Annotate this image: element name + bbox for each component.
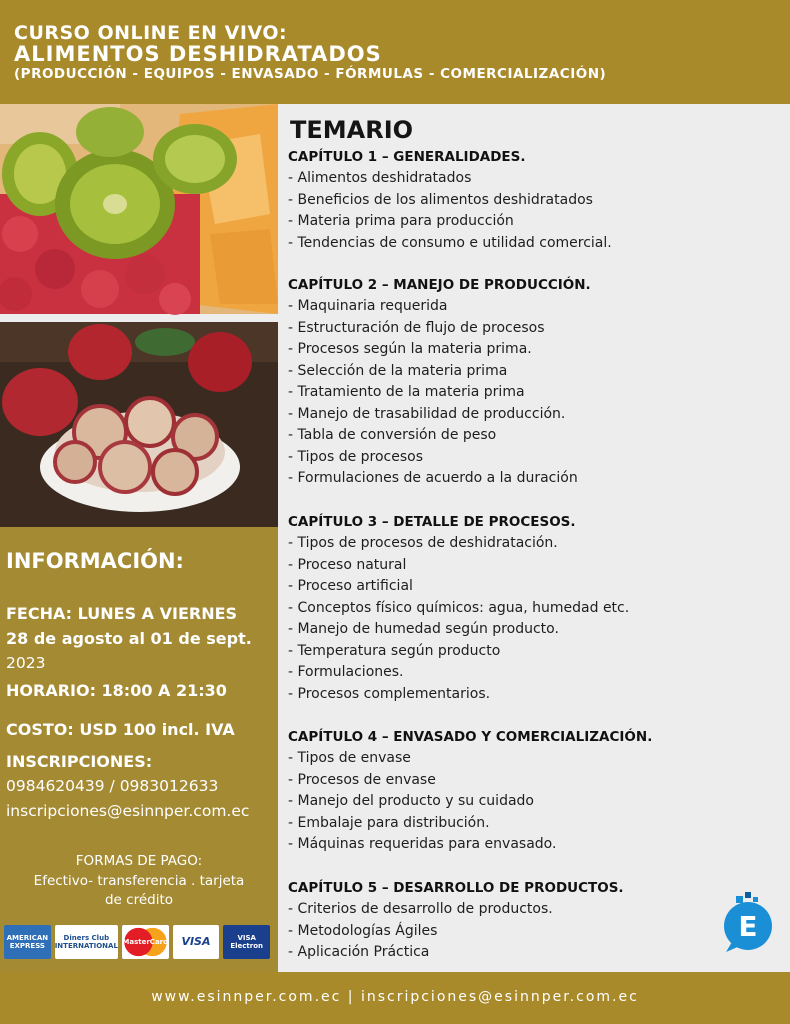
list-item: - Máquinas requeridas para envasado.: [288, 836, 557, 852]
list-item: - Estructuración de flujo de procesos: [288, 319, 545, 336]
list-item: - Procesos complementarios.: [288, 685, 491, 702]
list-item: - Criterios de desarrollo de productos.: [288, 901, 553, 917]
payment-methods-line1: Efectivo- transferencia . tarjeta: [33, 873, 245, 889]
list-item: - Tipos de procesos: [288, 448, 424, 465]
registration-email[interactable]: inscripciones@esinnper.com.ec: [6, 802, 250, 820]
header-banner: [0, 0, 790, 104]
payment-methods-line2: de crédito: [104, 892, 174, 908]
chapter-1: [288, 147, 788, 254]
footer-contact: www.esinnper.com.ec | inscripciones@esinnper.com.ec: [151, 989, 639, 1005]
amex-logo: AMERICAN EXPRESS: [4, 925, 51, 959]
logo-letter: E: [738, 910, 758, 943]
syllabus: [288, 104, 788, 972]
info-panel: [0, 527, 278, 972]
course-title: ALIMENTOS DESHIDRATADOS: [14, 42, 382, 66]
list-item: - Beneficios de los alimentos deshidratados: [288, 191, 593, 208]
apple-chips-photo: [0, 322, 278, 527]
year: 2023: [6, 654, 46, 672]
list-item: - Manejo del producto y su cuidado: [288, 793, 534, 809]
list-item: - Maquinaria requerida: [288, 298, 448, 314]
syllabus-title: TEMARIO: [290, 116, 414, 144]
list-item: - Tratamiento de la materia prima: [288, 384, 525, 400]
visa-logo: VISA: [173, 925, 220, 959]
list-item: - Procesos de envase: [288, 771, 436, 788]
payment-methods-desc: [0, 872, 278, 910]
list-item: - Manejo de trasabilidad de producción.: [288, 405, 566, 422]
list-item: - Tipos de procesos de deshidratación.: [288, 535, 558, 551]
list-item: - Materia prima para producción: [288, 213, 514, 229]
list-item: - Embalaje para distribución.: [288, 814, 490, 831]
chapter-title: CAPÍTULO 4 – ENVASADO Y COMERCIALIZACIÓN.: [288, 729, 653, 745]
visa-electron-logo: VISA Electron: [223, 925, 270, 959]
list-item: - Tendencias de consumo e utilidad comercial.: [288, 234, 612, 251]
course-subtitle: (PRODUCCIÓN - EQUIPOS - ENVASADO - FÓRMULAS - COMERCIALIZACIÓN): [14, 66, 607, 82]
list-item: - Alimentos deshidratados: [288, 170, 472, 186]
chapter-title: CAPÍTULO 3 – DETALLE DE PROCESOS.: [288, 514, 576, 530]
mastercard-logo: MasterCard: [122, 925, 169, 959]
list-item: - Metodologías Ágiles: [288, 922, 438, 939]
chapter-2: [288, 275, 788, 490]
course-type: CURSO ONLINE EN VIVO:: [14, 22, 288, 44]
chapter-title: CAPÍTULO 5 – DESARROLLO DE PRODUCTOS.: [288, 880, 624, 896]
card-logos: [4, 925, 270, 959]
footer: [0, 972, 790, 1024]
dried-fruit-photo: [0, 104, 278, 314]
chapter-3: [288, 512, 788, 705]
list-item: - Conceptos físico químicos: agua, humedad etc.: [288, 599, 630, 616]
chapter-title: CAPÍTULO 2 – MANEJO DE PRODUCCIÓN.: [288, 277, 591, 293]
list-item: - Temperatura según producto: [288, 642, 501, 659]
list-item: - Formulaciones.: [288, 664, 404, 680]
date-range: 28 de agosto al 01 de sept.: [6, 629, 252, 648]
payment-methods-title: FORMAS DE PAGO:: [75, 853, 203, 869]
list-item: - Procesos según la materia prima.: [288, 341, 532, 357]
list-item: - Proceso natural: [288, 556, 407, 573]
esinnper-logo: [718, 890, 778, 956]
date-label: FECHA: LUNES A VIERNES: [6, 604, 238, 623]
schedule: HORARIO: 18:00 A 21:30: [6, 681, 227, 700]
list-item: - Aplicación Práctica: [288, 944, 430, 960]
cost: COSTO: USD 100 incl. IVA: [6, 720, 235, 739]
diners-logo: Diners Club INTERNATIONAL: [55, 925, 118, 959]
phone-numbers: 0984620439 / 0983012633: [6, 777, 219, 795]
registration-label: INSCRIPCIONES:: [6, 752, 153, 771]
list-item: - Manejo de humedad según producto.: [288, 621, 559, 637]
list-item: - Formulaciones de acuerdo a la duración: [288, 470, 578, 486]
list-item: - Tipos de envase: [288, 750, 411, 766]
list-item: - Selección de la materia prima: [288, 362, 508, 379]
list-item: - Tabla de conversión de peso: [288, 427, 497, 443]
list-item: - Proceso artificial: [288, 578, 413, 594]
chapter-5: [288, 878, 788, 964]
chapter-4: [288, 727, 788, 856]
chapter-title: CAPÍTULO 1 – GENERALIDADES.: [288, 149, 526, 165]
info-title: INFORMACIÓN:: [6, 549, 184, 573]
